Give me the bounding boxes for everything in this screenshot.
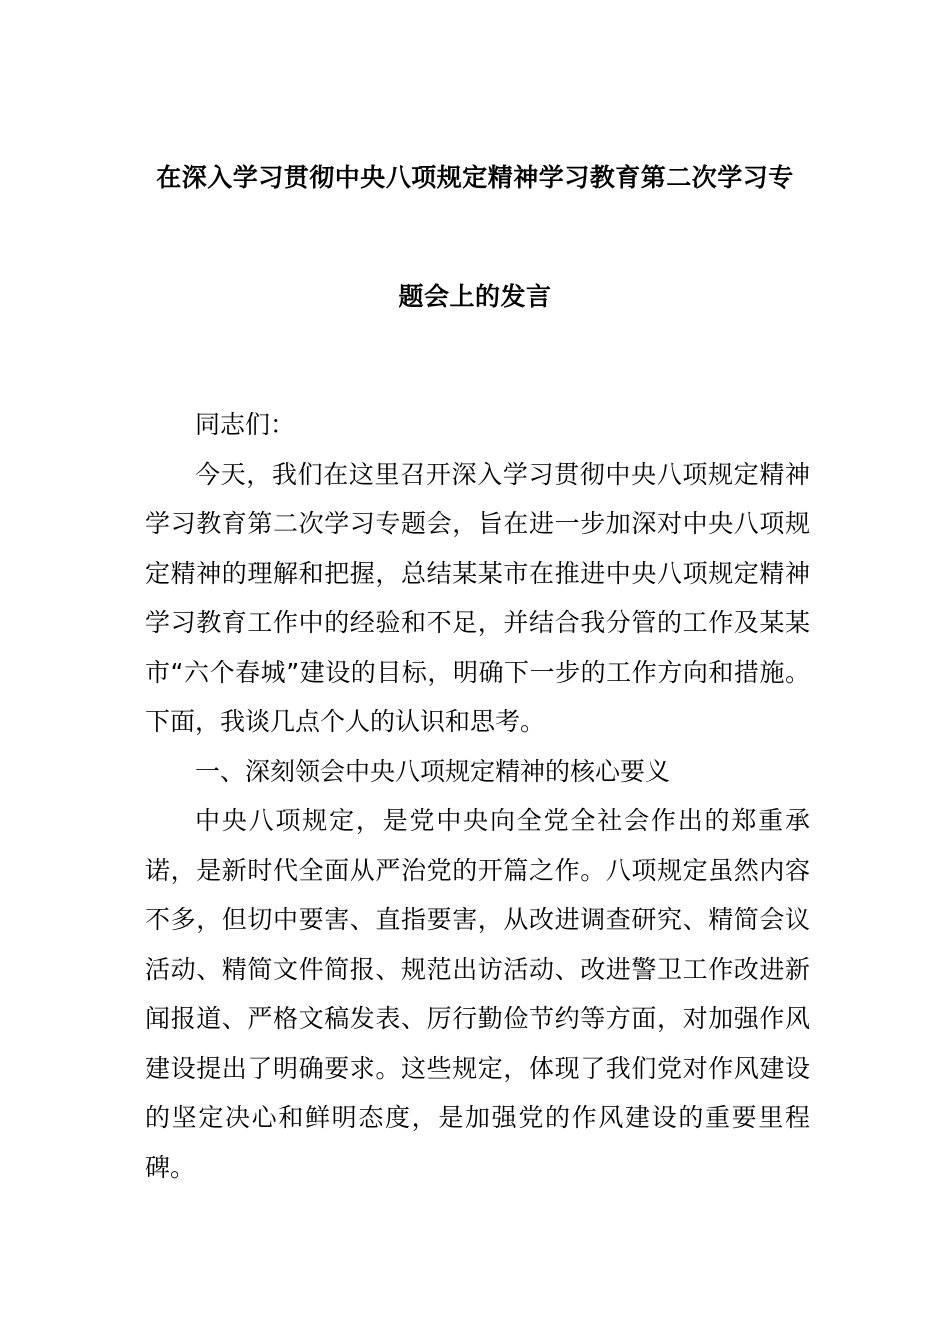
- document-body: [145, 400, 810, 1192]
- salutation-paragraph: 同志们：: [195, 410, 296, 439]
- section-heading-1: 一、深刻领会中央八项规定精神的核心要义: [195, 756, 671, 786]
- document-title-line-2: 题会上的发言: [398, 282, 552, 311]
- section-1-paragraph: 中央八项规定，是党中央向全党全社会作出的郑重承诺，是新时代全面从严治党的开篇之作。八项规定虽然内容不多，但切中要害、直指要害，从改进调查研究、精简会议活动、精简文件简报、规范出访活动、改进警卫工作改进新闻报道、严格文稿发表、厉行勤俭节约等方面，对加强作风建设提出了明确要求。这些规定，体现了我们党对作风建设的坚定决心和鲜明态度，是加强党的作风建设的重要里程碑。: [145, 806, 810, 1182]
- intro-paragraph: 今天，我们在这里召开深入学习贯彻中央八项规定精神学习教育第二次学习专题会，旨在进一步加深对中央八项规定精神的理解和把握，总结某某市在推进中央八项规定精神学习教育工作中的经验和不足，并结合我分管的工作及某某市“六个春城”建设的目标，明确下一步的工作方向和措施。下面，我谈几点个人的认识和思考。: [145, 459, 810, 736]
- document-title-line-1: 在深入学习贯彻中央八项规定精神学习教育第二次学习专: [156, 163, 794, 192]
